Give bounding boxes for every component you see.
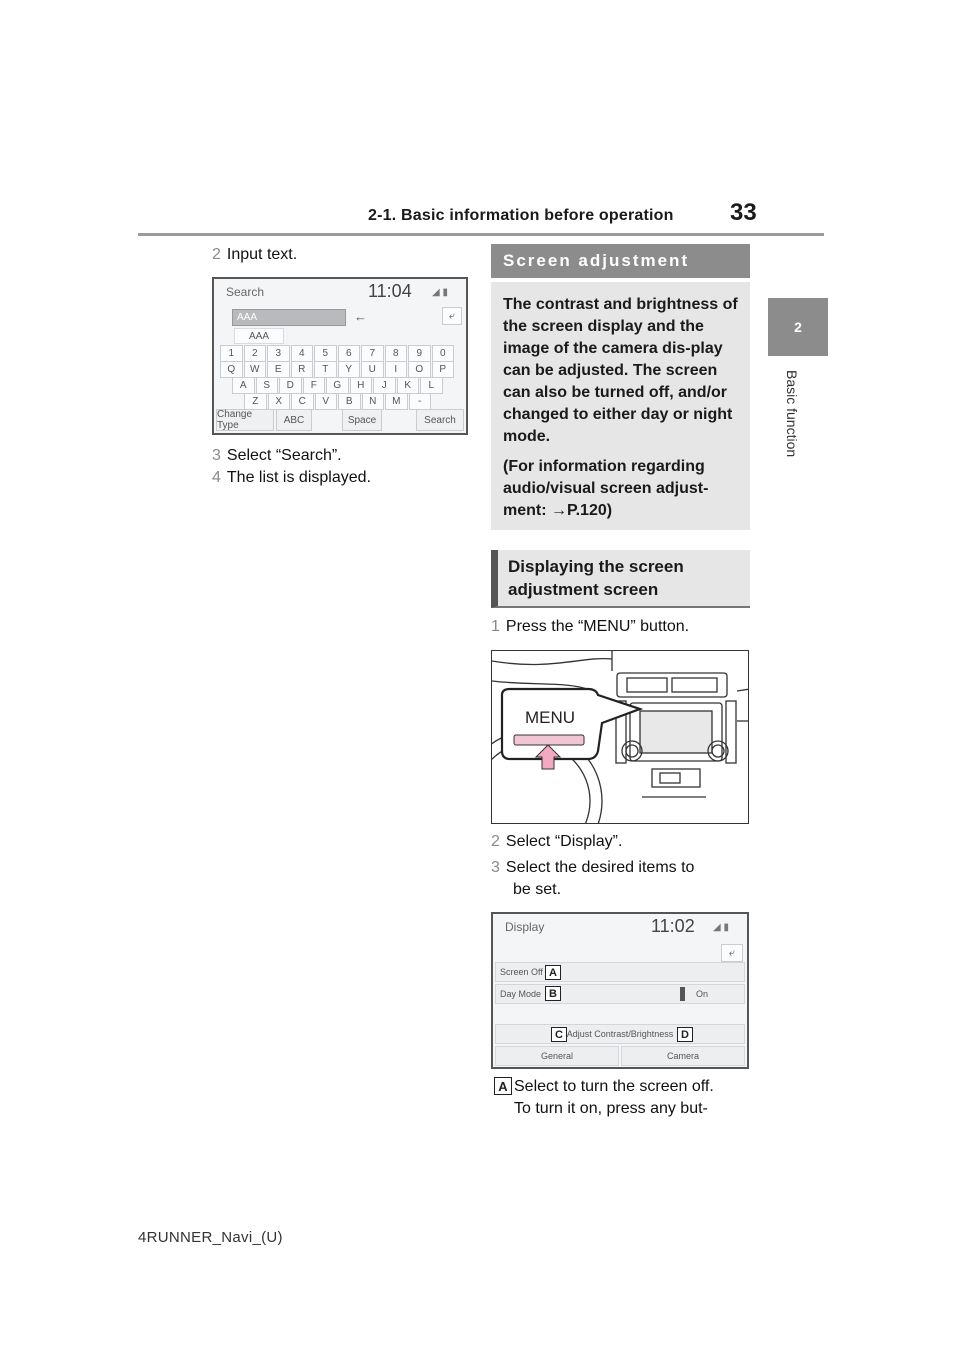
info-reference: (For information regarding audio/visual screen adjust-ment: →P.120) (503, 458, 709, 519)
keyboard-key[interactable]: W (244, 361, 267, 378)
backspace-icon[interactable]: ← (354, 309, 367, 324)
chapter-label: Basic function (784, 370, 800, 458)
keyboard-key[interactable]: A (232, 377, 255, 394)
keyboard-key[interactable]: 9 (408, 345, 431, 362)
callout-a: A (545, 965, 561, 980)
search-keyboard-screen (212, 277, 468, 435)
keyboard-key[interactable]: R (291, 361, 314, 378)
dashboard-illustration (491, 650, 749, 824)
day-mode-toggle (680, 987, 685, 1001)
step-input-text: 2 Input text. (212, 246, 298, 263)
dashboard-drawing (492, 651, 749, 824)
space-button[interactable]: Space (342, 409, 382, 431)
keyboard-key[interactable]: C (291, 393, 314, 410)
step-list-displayed: 4 The list is displayed. (212, 469, 371, 486)
keyboard-key[interactable]: G (326, 377, 349, 394)
keyboard-key[interactable]: Y (338, 361, 361, 378)
keyboard-key[interactable]: K (397, 377, 420, 394)
keyboard-key[interactable]: 7 (361, 345, 384, 362)
tab-general[interactable]: General (495, 1046, 619, 1066)
keyboard-key[interactable]: E (267, 361, 290, 378)
screen-title: Search (226, 285, 265, 299)
keyboard-key[interactable]: O (408, 361, 431, 378)
suggestion-item[interactable]: AAA (234, 328, 284, 344)
keyboard-key[interactable]: T (314, 361, 337, 378)
keyboard-key[interactable]: 5 (314, 345, 337, 362)
back-icon[interactable]: ⤶ (721, 944, 743, 962)
info-text: The contrast and brightness of the screen display and the image of the camera dis-play can be adjusted. The screen can also be turned off, and/or changed to either day or night mode. (503, 296, 738, 445)
keyboard-key[interactable]: Q (220, 361, 243, 378)
screen-clock: 11:04 (368, 281, 412, 301)
keyboard-key[interactable]: 1 (220, 345, 243, 362)
step-select-items: 3 Select the desired items to be set. (491, 859, 695, 898)
abc-button[interactable]: ABC (276, 409, 312, 431)
note-a-text: Select to turn the screen off. To turn it on, press any but- (514, 1078, 714, 1117)
day-mode-button[interactable]: Day Mode On (495, 984, 745, 1004)
page-number: 33 (730, 199, 757, 226)
model-footer: 4RUNNER_Navi_(U) (138, 1229, 283, 1246)
keyboard-key[interactable]: L (420, 377, 443, 394)
change-type-button[interactable]: Change Type (216, 409, 274, 431)
section-title: 2-1. Basic information before operation (368, 207, 674, 224)
keyboard-key[interactable]: V (315, 393, 338, 410)
callout-b: B (545, 986, 561, 1001)
info-box (491, 282, 750, 530)
keyboard-key[interactable]: X (268, 393, 291, 410)
keyboard-key[interactable]: 8 (385, 345, 408, 362)
search-button[interactable]: Search (416, 409, 464, 431)
keyboard-key[interactable]: N (362, 393, 385, 410)
back-icon[interactable]: ⤶ (442, 307, 462, 325)
keyboard-key[interactable]: 6 (338, 345, 361, 362)
keyboard-key[interactable]: F (303, 377, 326, 394)
tab-camera[interactable]: Camera (621, 1046, 745, 1066)
keyboard-key[interactable]: 0 (432, 345, 455, 362)
keyboard-key[interactable]: 2 (244, 345, 267, 362)
display-settings-screen (491, 912, 749, 1069)
keyboard-key[interactable]: U (361, 361, 384, 378)
keyboard-key[interactable]: J (373, 377, 396, 394)
keyboard-key[interactable]: - (409, 393, 432, 410)
screen-off-button[interactable]: Screen Off (495, 962, 745, 982)
step-select-search: 3 Select “Search”. (212, 447, 342, 464)
subheading: Displaying the screen adjustment screen (491, 550, 750, 608)
note-label-a: A (494, 1077, 512, 1095)
keyboard-key[interactable]: D (279, 377, 302, 394)
keyboard-key[interactable]: I (385, 361, 408, 378)
keyboard-key[interactable]: S (256, 377, 279, 394)
adjust-contrast-button[interactable]: Adjust Contrast/Brightness (495, 1024, 745, 1044)
callout-d: D (677, 1027, 693, 1042)
screen-clock: 11:02 (651, 916, 695, 936)
search-input[interactable]: AAA (232, 309, 346, 326)
keyboard-key[interactable]: Z (244, 393, 267, 410)
header-divider (138, 233, 824, 236)
screen-title: Display (505, 920, 545, 934)
keyboard-key[interactable]: H (350, 377, 373, 394)
menu-button-label: MENU (524, 708, 576, 727)
callout-c: C (551, 1027, 567, 1042)
status-icons: ◢ ▮ (713, 922, 729, 933)
keyboard-key[interactable]: P (432, 361, 455, 378)
day-mode-state: On (696, 989, 709, 999)
keyboard-key[interactable]: M (385, 393, 408, 410)
keyboard-key[interactable]: 3 (267, 345, 290, 362)
keyboard-key[interactable]: B (338, 393, 361, 410)
chapter-tab: 2 (768, 298, 828, 356)
keyboard-key[interactable]: 4 (291, 345, 314, 362)
status-icons: ◢ ▮ (432, 287, 448, 298)
step-press-menu: 1 Press the “MENU” button. (491, 618, 690, 635)
step-select-display: 2 Select “Display”. (491, 833, 623, 850)
section-heading: Screen adjustment (491, 244, 750, 278)
